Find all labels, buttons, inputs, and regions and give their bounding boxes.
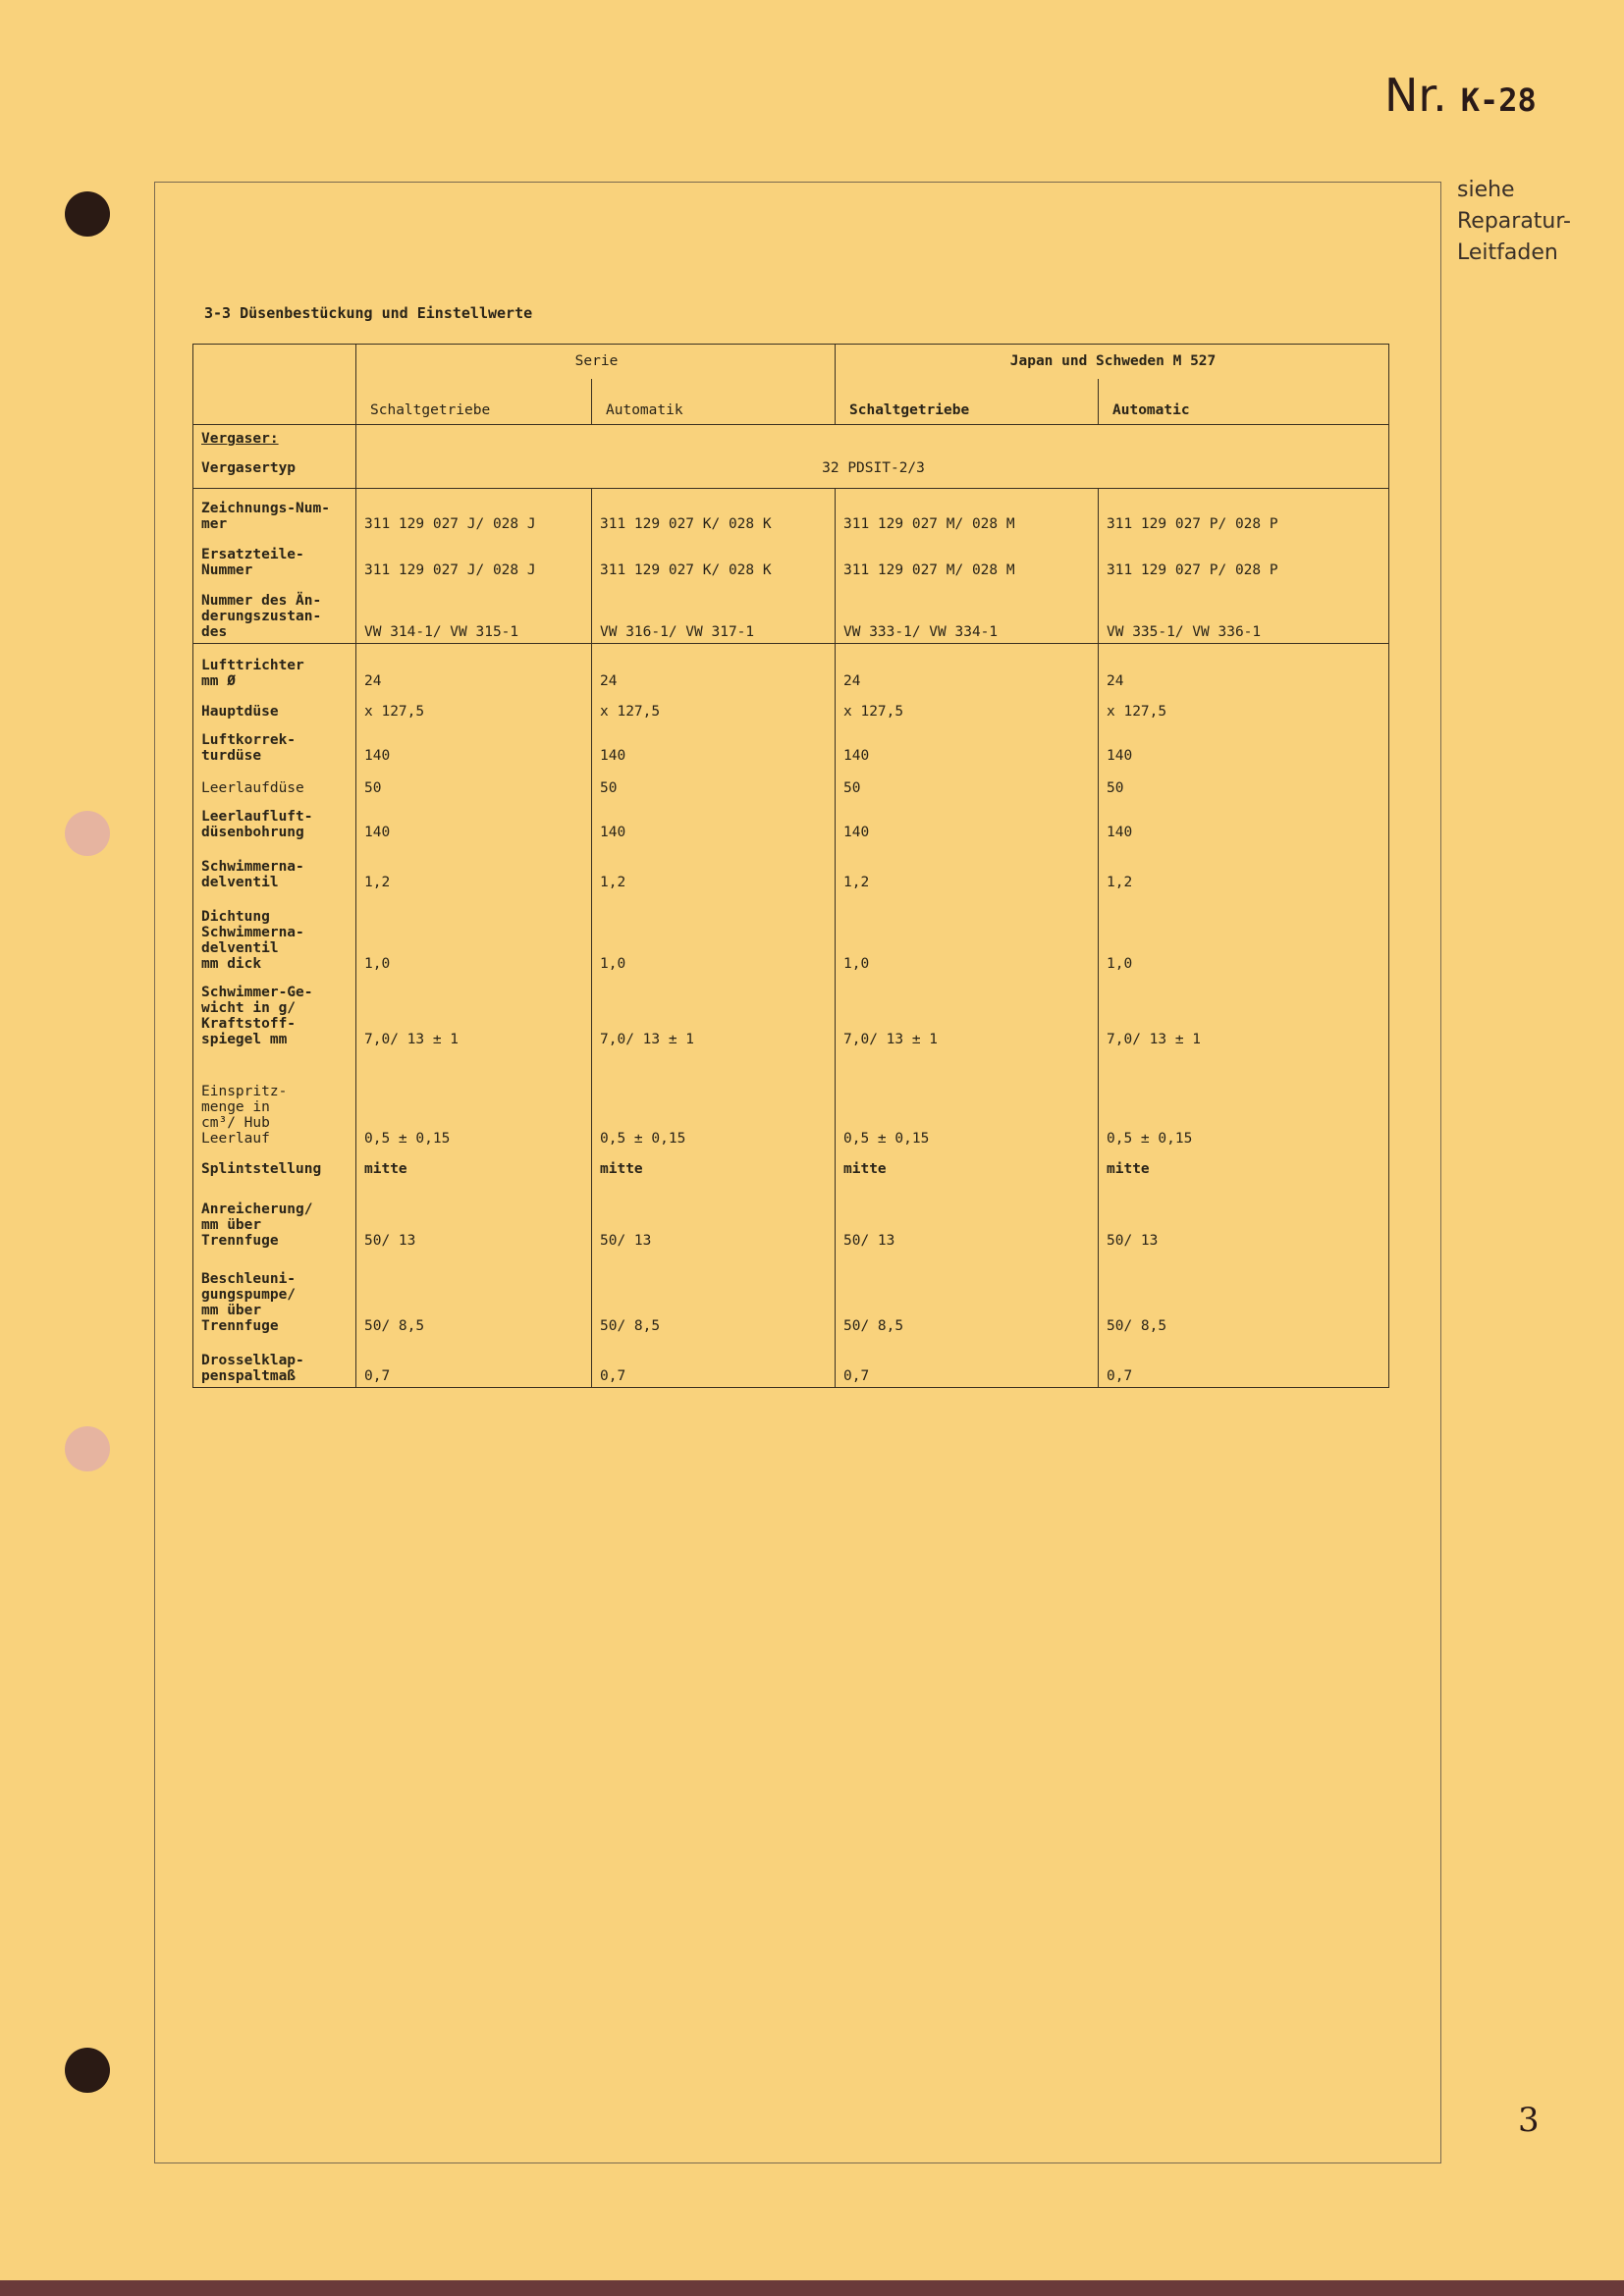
table-header-row — [193, 345, 1389, 380]
table-cell: 0,5 ± 0,15 — [592, 1050, 836, 1149]
table-cell: VW 335-1/ VW 336-1 — [1099, 581, 1389, 644]
table-cell: 1,0 — [356, 893, 592, 975]
table-cell: 1,2 — [1099, 843, 1389, 893]
table-cell: mitte — [356, 1149, 592, 1180]
table-cell: 1,0 — [836, 893, 1099, 975]
table-cell: 0,7 — [356, 1337, 592, 1388]
table-cell: 140 — [836, 722, 1099, 767]
table-cell: 311 129 027 J/ 028 J — [356, 489, 592, 536]
table-cell: VW 316-1/ VW 317-1 — [592, 581, 836, 644]
table-cell: 140 — [356, 722, 592, 767]
table-cell: 0,5 ± 0,15 — [1099, 1050, 1389, 1149]
table-cell: 0,7 — [592, 1337, 836, 1388]
side-note-line: Leitfaden — [1457, 240, 1558, 265]
row-label — [193, 799, 356, 843]
table-cell: 1,2 — [592, 843, 836, 893]
table-cell: VW 314-1/ VW 315-1 — [356, 581, 592, 644]
table-cell: 311 129 027 M/ 028 M — [836, 489, 1099, 536]
row-label: Vergasertyp — [193, 450, 356, 489]
side-note-line: siehe — [1457, 178, 1515, 202]
row-label-line: mm über — [201, 1303, 262, 1318]
table-cell: 140 — [592, 722, 836, 767]
table-cell: 24 — [836, 644, 1099, 693]
row-label — [193, 535, 356, 581]
table-cell: 50 — [592, 767, 836, 799]
row-label — [193, 767, 356, 799]
nr-value: K-28 — [1460, 81, 1537, 119]
table-cell: mitte — [592, 1149, 836, 1180]
header-corner — [193, 345, 356, 380]
table-subheader-row — [193, 379, 1389, 425]
row-label-line: Trennfuge — [201, 1233, 279, 1249]
table-cell: 140 — [592, 799, 836, 843]
table-cell: VW 333-1/ VW 334-1 — [836, 581, 1099, 644]
row-label-line: Schwimmerna- — [201, 859, 304, 875]
table-row — [193, 843, 1389, 893]
table-cell: 1,0 — [592, 893, 836, 975]
row-label — [193, 581, 356, 644]
row-label-line: Kraftstoff- — [201, 1016, 297, 1032]
row-label-line: derungszustan- — [201, 609, 322, 624]
table-cell: 0,5 ± 0,15 — [836, 1050, 1099, 1149]
row-label-line: penspaltmaß — [201, 1368, 297, 1384]
group-japan: Japan und Schweden M 527 — [836, 345, 1389, 380]
row-label-line: Beschleuni- — [201, 1271, 297, 1287]
table-body — [193, 489, 1389, 1388]
table-row — [193, 425, 1389, 451]
table-row — [193, 722, 1389, 767]
document-number — [1384, 69, 1537, 122]
table-cell: 0,7 — [836, 1337, 1099, 1388]
row-label — [193, 489, 356, 536]
table-cell: 50/ 8,5 — [356, 1252, 592, 1337]
table-row — [193, 535, 1389, 581]
table-row — [193, 1050, 1389, 1149]
table-cell: 140 — [1099, 722, 1389, 767]
table-cell: 7,0/ 13 ± 1 — [836, 975, 1099, 1050]
table-row — [193, 644, 1389, 693]
table-cell: 311 129 027 K/ 028 K — [592, 535, 836, 581]
table-cell: 50/ 13 — [356, 1180, 592, 1252]
row-label-line: Nummer des Än- — [201, 593, 322, 609]
table-cell: 7,0/ 13 ± 1 — [1099, 975, 1389, 1050]
punch-hole — [65, 811, 110, 856]
table-cell: 1,0 — [1099, 893, 1389, 975]
table-cell: 7,0/ 13 ± 1 — [356, 975, 592, 1050]
table-cell: 311 129 027 P/ 028 P — [1099, 489, 1389, 536]
table-cell: x 127,5 — [836, 692, 1099, 722]
side-note — [1457, 175, 1571, 269]
table-cell: 24 — [1099, 644, 1389, 693]
row-label — [193, 692, 356, 722]
table-cell: 140 — [836, 799, 1099, 843]
row-label-line: wicht in g/ — [201, 1000, 297, 1016]
table-row — [193, 489, 1389, 536]
col-schaltgetriebe-serie: Schaltgetriebe — [356, 379, 592, 425]
row-label-line: Splintstellung — [201, 1161, 322, 1177]
row-label-line: Leerlauf — [201, 1131, 270, 1147]
row-label-line: Dichtung — [201, 909, 270, 925]
row-label-line: mm Ø — [201, 673, 236, 689]
table-cell: 50/ 8,5 — [592, 1252, 836, 1337]
table-row — [193, 1337, 1389, 1388]
row-label-line: turdüse — [201, 748, 262, 764]
row-label — [193, 425, 356, 451]
table-row — [193, 893, 1389, 975]
row-label — [193, 843, 356, 893]
table-cell: 50/ 8,5 — [836, 1252, 1099, 1337]
row-label-line: menge in — [201, 1099, 270, 1115]
table-row — [193, 1252, 1389, 1337]
row-label-line: gungspumpe/ — [201, 1287, 297, 1303]
table-row — [193, 1149, 1389, 1180]
page-number: 3 — [1518, 2101, 1540, 2140]
row-label-line: delventil — [201, 875, 279, 890]
table-row — [193, 1180, 1389, 1252]
table-cell: 1,2 — [836, 843, 1099, 893]
row-label — [193, 1337, 356, 1388]
row-label-line: Schwimmerna- — [201, 925, 304, 940]
table-cell: 311 129 027 J/ 028 J — [356, 535, 592, 581]
row-label-line: Hauptdüse — [201, 704, 279, 720]
table-cell: 140 — [1099, 799, 1389, 843]
vergasertyp-value: 32 PDSIT-2/3 — [356, 450, 1389, 489]
row-label — [193, 644, 356, 693]
row-label-line: delventil — [201, 940, 279, 956]
table-cell: 0,7 — [1099, 1337, 1389, 1388]
table-cell: 7,0/ 13 ± 1 — [592, 975, 836, 1050]
table-cell: x 127,5 — [1099, 692, 1389, 722]
row-label — [193, 1252, 356, 1337]
row-label-line: düsenbohrung — [201, 825, 304, 840]
table-cell: 311 129 027 K/ 028 K — [592, 489, 836, 536]
vergaser-heading: Vergaser: — [201, 431, 279, 447]
table-cell: 50 — [356, 767, 592, 799]
row-label-line: des — [201, 624, 228, 640]
nr-label: Nr. — [1384, 69, 1447, 122]
table-cell: 50 — [836, 767, 1099, 799]
table-cell: 50 — [1099, 767, 1389, 799]
table-cell: 50/ 13 — [1099, 1180, 1389, 1252]
col-automatik-serie: Automatik — [592, 379, 836, 425]
row-label-line: mm dick — [201, 956, 262, 972]
row-label-line: Anreicherung/ — [201, 1201, 313, 1217]
row-label-line: Zeichnungs-Num- — [201, 501, 330, 516]
punch-hole — [65, 191, 110, 237]
table-cell: 311 129 027 M/ 028 M — [836, 535, 1099, 581]
row-label-line: mer — [201, 516, 228, 532]
table-cell: 311 129 027 P/ 028 P — [1099, 535, 1389, 581]
row-label — [193, 893, 356, 975]
punch-hole — [65, 2048, 110, 2093]
row-label — [193, 975, 356, 1050]
row-label-line: Nummer — [201, 562, 253, 578]
spacer-cell — [356, 425, 1389, 451]
row-label-line: Lufttrichter — [201, 658, 304, 673]
col-schaltgetriebe-japan: Schaltgetriebe — [836, 379, 1099, 425]
row-label-line: Drosselklap- — [201, 1353, 304, 1368]
row-label — [193, 1180, 356, 1252]
table-row — [193, 799, 1389, 843]
row-label-line: Luftkorrek- — [201, 732, 297, 748]
table-row — [193, 692, 1389, 722]
table-row — [193, 450, 1389, 489]
table-cell: x 127,5 — [356, 692, 592, 722]
table-cell: mitte — [836, 1149, 1099, 1180]
row-label — [193, 722, 356, 767]
settings-table — [192, 344, 1389, 1388]
punch-hole — [65, 1426, 110, 1471]
group-serie: Serie — [356, 345, 836, 380]
table-cell: 140 — [356, 799, 592, 843]
row-label-line: Trennfuge — [201, 1318, 279, 1334]
side-note-line: Reparatur- — [1457, 209, 1571, 234]
bottom-edge — [0, 2280, 1624, 2296]
section-title: 3-3 Düsenbestückung und Einstellwerte — [204, 304, 533, 322]
header-corner — [193, 379, 356, 425]
row-label-line: Ersatzteile- — [201, 547, 304, 562]
row-label-line: Leerlaufdüse — [201, 780, 304, 796]
table-cell: 1,2 — [356, 843, 592, 893]
table-cell: 24 — [356, 644, 592, 693]
row-label-line: spiegel mm — [201, 1032, 288, 1047]
row-label-line: mm über — [201, 1217, 262, 1233]
table-cell: 50/ 13 — [836, 1180, 1099, 1252]
table-cell: 24 — [592, 644, 836, 693]
table-cell: 50/ 8,5 — [1099, 1252, 1389, 1337]
table-cell: 0,5 ± 0,15 — [356, 1050, 592, 1149]
row-label-line: Einspritz- — [201, 1084, 288, 1099]
table-cell: 50/ 13 — [592, 1180, 836, 1252]
table-cell: x 127,5 — [592, 692, 836, 722]
col-automatic-japan: Automatic — [1099, 379, 1389, 425]
row-label — [193, 1050, 356, 1149]
row-label-line: Schwimmer-Ge- — [201, 985, 313, 1000]
row-label — [193, 1149, 356, 1180]
row-label-line: Leerlaufluft- — [201, 809, 313, 825]
row-label-line: cm³/ Hub — [201, 1115, 270, 1131]
table-row — [193, 767, 1389, 799]
table-row — [193, 975, 1389, 1050]
table-row — [193, 581, 1389, 644]
table-cell: mitte — [1099, 1149, 1389, 1180]
